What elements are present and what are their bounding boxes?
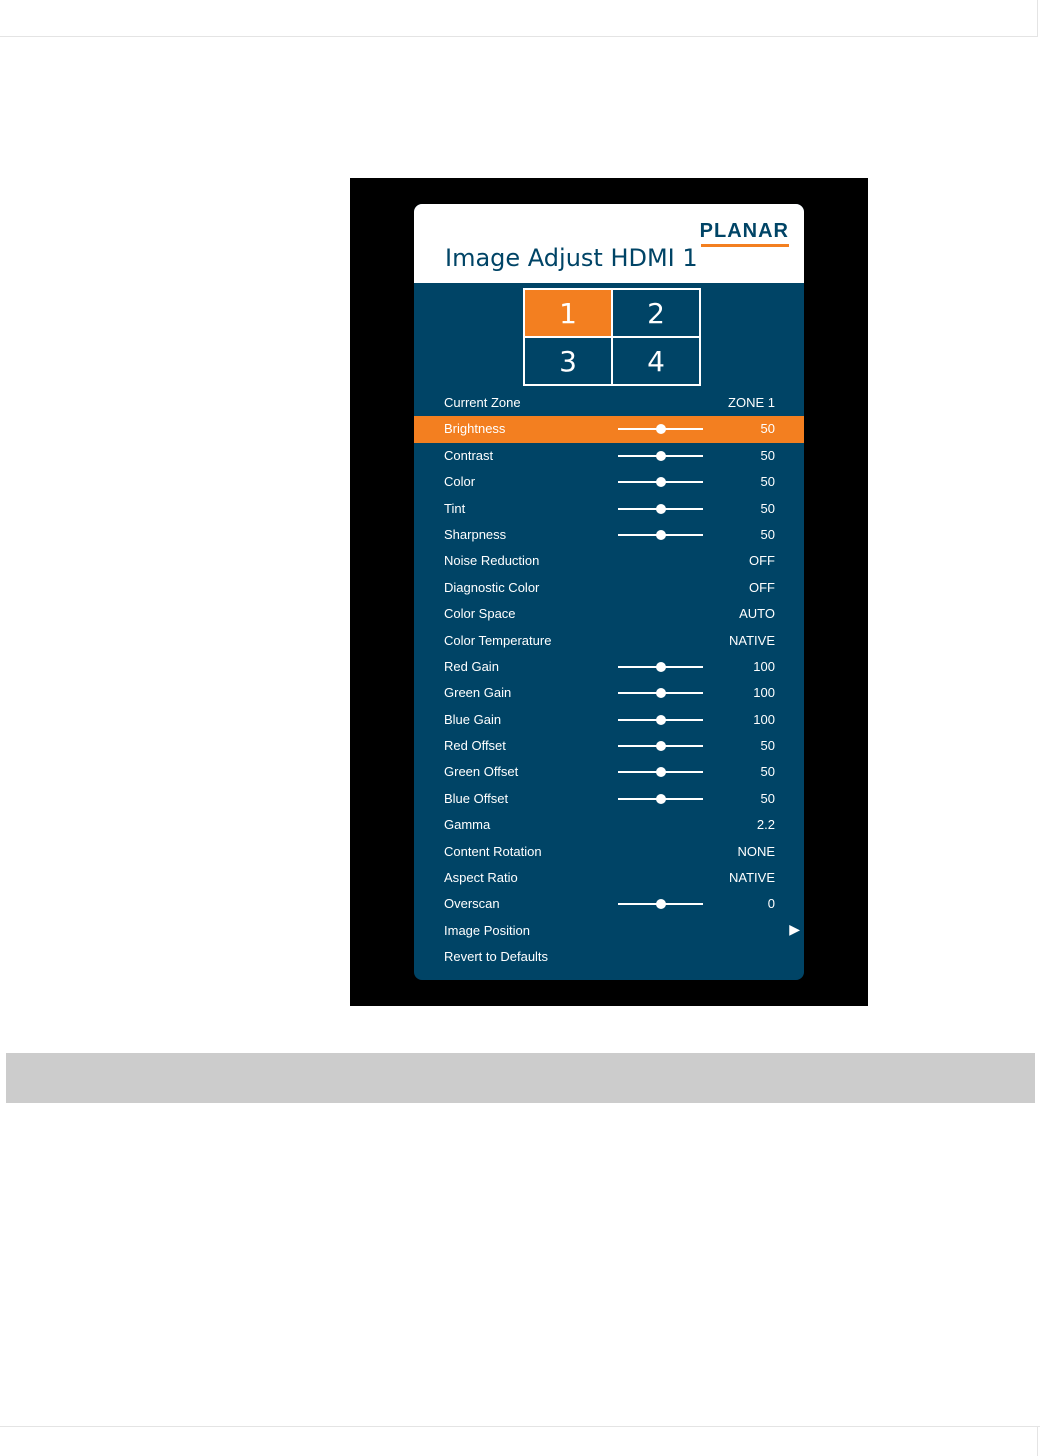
menu-item-brightness[interactable] <box>414 416 804 442</box>
menu-item-value: AUTO <box>739 606 775 622</box>
planar-logo: PLANAR <box>699 220 789 242</box>
menu-item-value: 0 <box>767 896 775 912</box>
slider-knob[interactable] <box>656 794 666 804</box>
menu-item-value: ZONE 1 <box>728 395 775 410</box>
menu-item-sharpness[interactable] <box>414 522 804 548</box>
menu-item-color-temperature[interactable] <box>414 628 804 654</box>
menu-item-value: NATIVE <box>729 870 775 886</box>
menu-item-color[interactable] <box>414 469 804 495</box>
slider-knob[interactable] <box>656 715 666 725</box>
menu-item-label: Green Offset <box>444 764 519 780</box>
menu-item-value: 50 <box>760 421 775 437</box>
logo-accent-bar <box>701 244 789 247</box>
slider-knob[interactable] <box>656 451 666 461</box>
menu-item-red-gain[interactable] <box>414 654 804 680</box>
menu-item-label: Gamma <box>444 817 491 833</box>
green-offset-slider[interactable] <box>618 771 703 773</box>
tint-slider[interactable] <box>618 508 703 510</box>
menu-item-revert-to-defaults[interactable] <box>414 944 804 970</box>
menu-item-value: 100 <box>753 685 775 701</box>
menu-item-value: NONE <box>737 843 775 859</box>
contrast-slider[interactable] <box>618 455 703 457</box>
menu-item-label: Sharpness <box>444 526 507 542</box>
menu-item-value: 50 <box>760 447 775 463</box>
sharpness-slider[interactable] <box>618 534 703 536</box>
slider-knob[interactable] <box>656 741 666 751</box>
menu-item-label: Color Temperature <box>444 632 552 648</box>
menu-item-value: 50 <box>760 526 775 542</box>
slider-knob[interactable] <box>656 424 666 434</box>
menu-item-blue-offset[interactable] <box>414 786 804 812</box>
menu-item-tint[interactable] <box>414 496 804 522</box>
menu-item-label: Diagnostic Color <box>444 579 540 595</box>
submenu-arrow-icon: ▶ <box>789 920 800 937</box>
menu-item-label: Content Rotation <box>444 843 542 859</box>
menu-item-label: Image Position <box>444 922 530 938</box>
menu-item-value: 50 <box>760 500 775 516</box>
zone-grid <box>523 288 701 386</box>
menu-item-value: 50 <box>760 738 775 754</box>
menu-item-value: 50 <box>760 764 775 780</box>
menu-item-overscan[interactable] <box>414 891 804 917</box>
menu-item-green-offset[interactable] <box>414 759 804 785</box>
red-gain-slider[interactable] <box>618 666 703 668</box>
menu-item-value: 50 <box>760 474 775 490</box>
menu-item-value: OFF <box>749 579 775 595</box>
zone-1-button[interactable]: 1 <box>525 290 611 336</box>
footer-band <box>6 1053 1035 1103</box>
slider-knob[interactable] <box>656 767 666 777</box>
menu-item-label: Overscan <box>444 896 500 912</box>
menu-item-red-offset[interactable] <box>414 733 804 759</box>
brightness-slider[interactable] <box>618 428 703 430</box>
menu-item-label: Red Gain <box>444 658 499 674</box>
menu-item-label: Blue Gain <box>444 711 502 727</box>
overscan-slider[interactable] <box>618 903 703 905</box>
zone-4-button[interactable]: 4 <box>613 338 699 384</box>
menu-item-value: OFF <box>749 553 775 569</box>
bottom-divider <box>0 1426 1040 1427</box>
bottom-right-divider <box>1037 1426 1038 1456</box>
menu-item-label: Aspect Ratio <box>444 870 518 886</box>
slider-knob[interactable] <box>656 477 666 487</box>
settings-menu <box>414 390 804 971</box>
osd-panel <box>414 204 804 980</box>
blue-gain-slider[interactable] <box>618 719 703 721</box>
menu-item-label: Green Gain <box>444 685 512 701</box>
menu-item-label: Brightness <box>444 421 506 437</box>
menu-item-value: 2.2 <box>756 817 775 833</box>
menu-item-image-position[interactable] <box>414 918 804 944</box>
menu-item-label: Color Space <box>444 606 516 622</box>
slider-knob[interactable] <box>656 688 666 698</box>
blue-offset-slider[interactable] <box>618 798 703 800</box>
menu-item-label: Color <box>444 474 476 490</box>
menu-item-gamma[interactable] <box>414 812 804 838</box>
menu-item-label: Red Offset <box>444 738 506 754</box>
menu-item-label: Tint <box>444 500 466 516</box>
osd-header <box>414 204 804 283</box>
menu-item-value: 100 <box>753 658 775 674</box>
menu-item-value: 50 <box>760 790 775 806</box>
menu-item-label: Current Zone <box>444 395 521 410</box>
menu-item-diagnostic-color[interactable] <box>414 575 804 601</box>
green-gain-slider[interactable] <box>618 692 703 694</box>
display-screen <box>350 178 868 1006</box>
menu-item-value: 100 <box>753 711 775 727</box>
slider-knob[interactable] <box>656 662 666 672</box>
menu-item-aspect-ratio[interactable] <box>414 865 804 891</box>
top-divider <box>0 36 1037 37</box>
slider-knob[interactable] <box>656 530 666 540</box>
slider-knob[interactable] <box>656 899 666 909</box>
menu-item-label: Revert to Defaults <box>444 949 549 965</box>
menu-item-contrast[interactable] <box>414 443 804 469</box>
zone-2-button[interactable]: 2 <box>613 290 699 336</box>
page-title: Image Adjust HDMI 1 <box>445 244 698 272</box>
zone-3-button[interactable]: 3 <box>525 338 611 384</box>
red-offset-slider[interactable] <box>618 745 703 747</box>
menu-item-green-gain[interactable] <box>414 680 804 706</box>
slider-knob[interactable] <box>656 504 666 514</box>
menu-item-color-space[interactable] <box>414 601 804 627</box>
menu-item-content-rotation[interactable] <box>414 839 804 865</box>
menu-item-label: Contrast <box>444 447 494 463</box>
menu-item-label: Blue Offset <box>444 790 509 806</box>
menu-item-blue-gain[interactable] <box>414 707 804 733</box>
menu-item-noise-reduction[interactable] <box>414 548 804 574</box>
menu-item-current-zone[interactable] <box>414 390 804 416</box>
menu-item-value: NATIVE <box>729 632 775 648</box>
menu-item-label: Noise Reduction <box>444 553 540 569</box>
top-right-divider <box>1037 0 1038 37</box>
color-slider[interactable] <box>618 481 703 483</box>
